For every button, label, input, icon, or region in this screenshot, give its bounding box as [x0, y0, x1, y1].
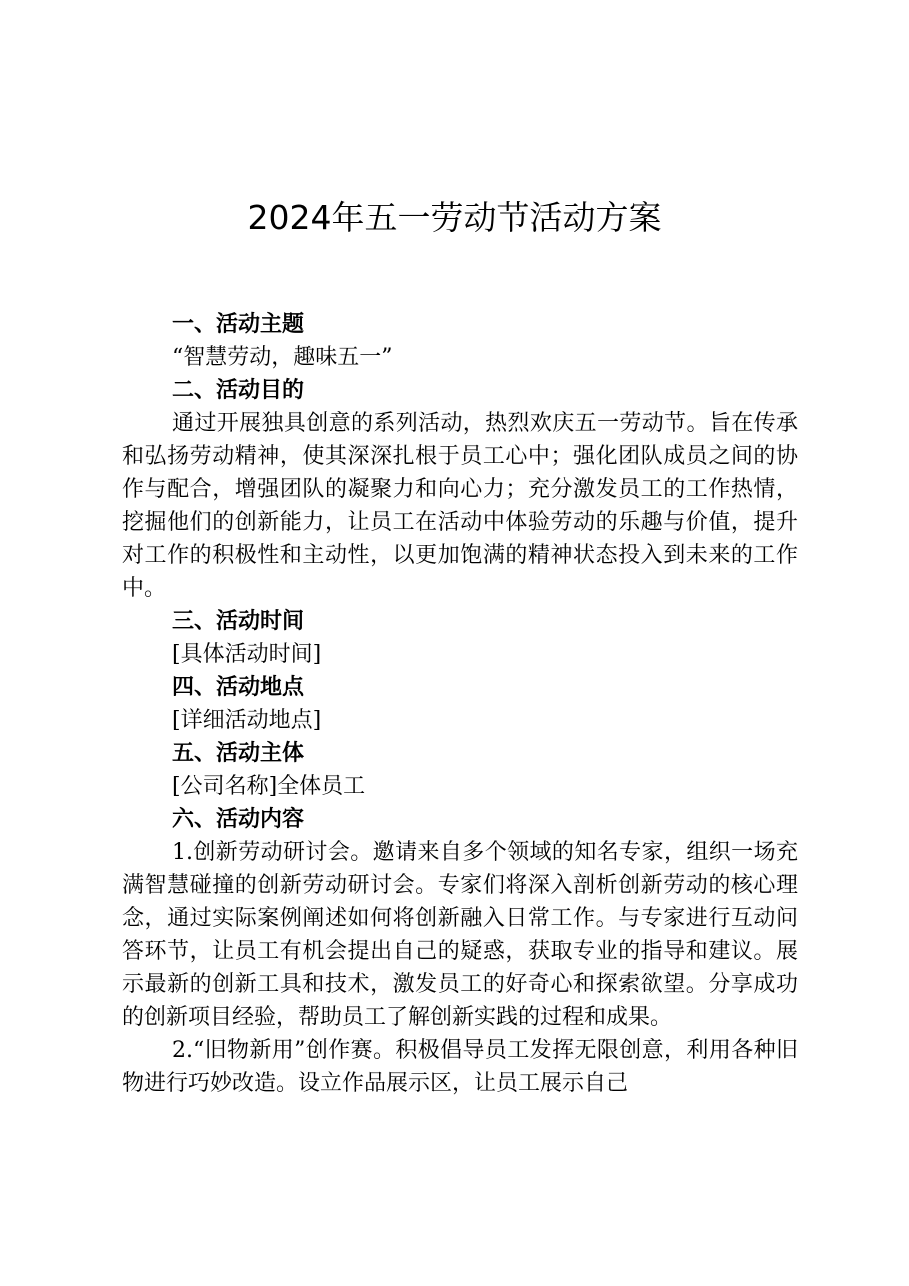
- purpose-paragraph: 通过开展独具创意的系列活动，热烈欢庆五一劳动节。旨在传承和弘扬劳动精神，使其深深扎根于员工心中；强化团队成员之间的协作与配合，增强团队的凝聚力和向心力；充分激发员工的工作热情，挖掘他们的创新能力，让员工在活动中体验劳动的乐趣与价值，提升对工作的积极性和主动性，以更加饱满的精神状态投入到未来的工作中。: [122, 411, 798, 601]
- section-heading-content: 六、活动内容: [172, 807, 305, 832]
- location-text: [详细活动地点]: [172, 708, 322, 733]
- section-heading-location: 四、活动地点: [172, 675, 305, 700]
- section-heading-theme: 一、活动主题: [172, 312, 305, 337]
- section-heading-purpose: 二、活动目的: [172, 378, 305, 403]
- document-body: [122, 308, 798, 1100]
- theme-text: “智慧劳动，趣味五一”: [172, 345, 393, 370]
- participants-text: [公司名称]全体员工: [172, 774, 366, 799]
- document-title: 2024年五一劳动节活动方案: [247, 198, 662, 237]
- section-heading-time: 三、活动时间: [172, 609, 305, 634]
- section-heading-participants: 五、活动主体: [172, 741, 305, 766]
- time-text: [具体活动时间]: [172, 642, 322, 667]
- content-item-2: 2.“旧物新用”创作赛。积极倡导员工发挥无限创意，利用各种旧物进行巧妙改造。设立作品展示区，让员工展示自己: [122, 1038, 798, 1096]
- content-item-1: 1.创新劳动研讨会。邀请来自多个领域的知名专家，组织一场充满智慧碰撞的创新劳动研讨会。专家们将深入剖析创新劳动的核心理念，通过实际案例阐述如何将创新融入日常工作。与专家进行互动问答环节，让员工有机会提出自己的疑惑，获取专业的指导和建议。展示最新的创新工具和技术，激发员工的好奇心和探索欲望。分享成功的创新项目经验，帮助员工了解创新实践的过程和成果。: [122, 840, 798, 1030]
